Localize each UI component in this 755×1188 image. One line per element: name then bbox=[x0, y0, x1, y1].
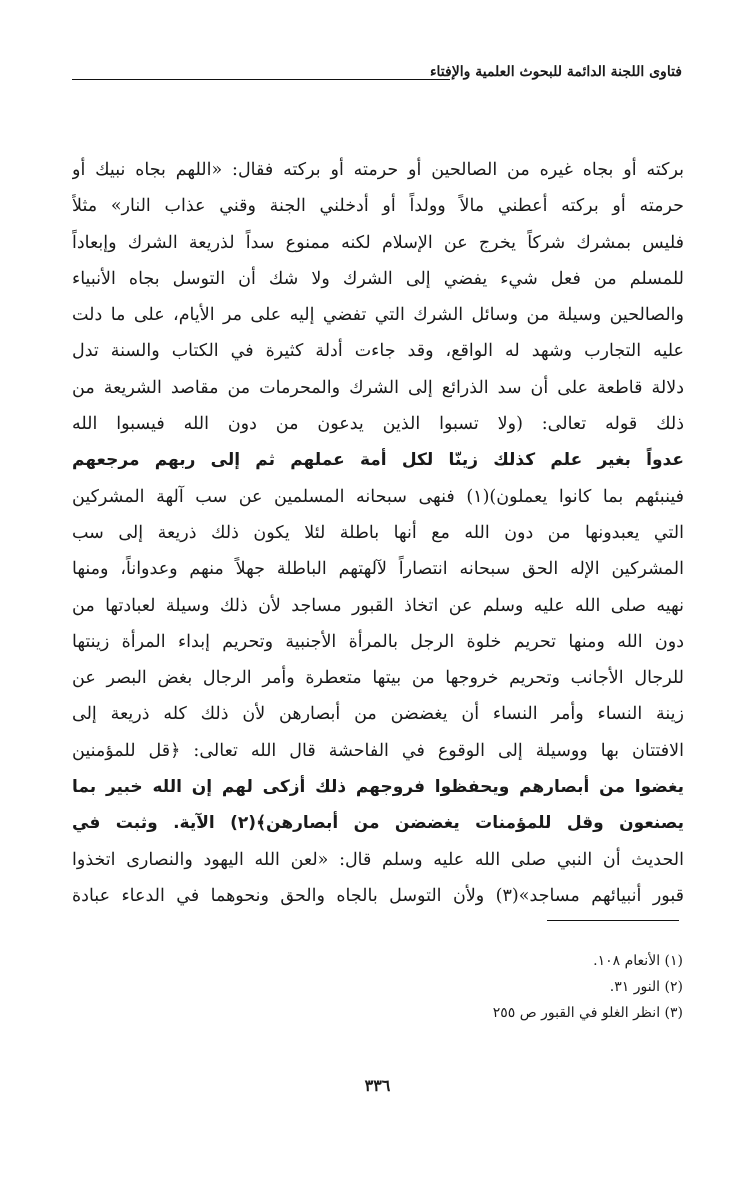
text-line: للرجال الأجانب وتحريم خروجها من بيتها متعطرة وأمر الرجال بغض البصر عن bbox=[72, 668, 684, 689]
text-line: قبور أنبيائهم مساجد»(٣) ولأن التوسل بالجاه والحق ونحوهما في الدعاء عبادة bbox=[72, 885, 684, 906]
quran-verse-line: عدواً بغير علم كذلك زينّا لكل أمة عملهم ثم إلى ربهم مرجعهم bbox=[72, 450, 684, 471]
text-line: ذلك قوله تعالى: (ولا تسبوا الذين يدعون من دون الله فيسبوا الله bbox=[72, 414, 684, 435]
footnote-separator bbox=[547, 920, 679, 921]
text-line: فينبئهم بما كانوا يعملون)(١) فنهى سبحانه المسلمين عن سب آلهة المشركين bbox=[72, 486, 684, 507]
text-line: دلالة قاطعة على أن سد الذرائع إلى الشرك والمحرمات من مقاصد الشريعة من bbox=[72, 377, 684, 398]
text-line: المشركين الإله الحق سبحانه انتصاراً لآلهتهم الباطلة جهلاً منهم وعدواناً، ومنها bbox=[72, 559, 684, 580]
text-line: نهيه صلى الله عليه وسلم عن اتخاذ القبور مساجد لأن ذلك وسيلة لعبادتها من bbox=[72, 595, 684, 616]
page-number: ٣٣٦ bbox=[364, 1076, 391, 1095]
text-line: التي يعبدونها من دون الله مع أنها باطلة لئلا يكون ذلك ذريعة إلى سب bbox=[72, 522, 684, 543]
text-line: والصالحين وسيلة من وسائل الشرك التي تفضي إليه على مر الأيام، على ما دلت bbox=[72, 305, 684, 326]
text-line: فليس بمشرك شركاً يخرج عن الإسلام لكنه ممنوع سداً لذريعة الشرك وإبعاداً bbox=[72, 232, 684, 253]
text-line: للمسلم من فعل شيء يفضي إلى الشرك ولا شك أن التوسل بجاه الأنبياء bbox=[72, 268, 684, 289]
header-rule bbox=[72, 79, 450, 80]
text-line: زينة النساء وأمر النساء أن يغضضن من أبصارهن لأن ذلك كله ذريعة إلى bbox=[72, 704, 684, 725]
text-line: حرمته أو بركته أعطني مالاً وولداً أو أدخلني الجنة وقني عذاب النار» مثلاً bbox=[72, 196, 684, 217]
footnote: (٢) النور ٣١. bbox=[609, 979, 683, 995]
quran-verse-line: يصنعون وقل للمؤمنات يغضضن من أبصارهن﴾(٢) الآية. وثبت في bbox=[72, 813, 684, 834]
quran-verse-line: يغضوا من أبصارهم ويحفظوا فروجهم ذلك أزكى لهم إن الله خبير بما bbox=[72, 777, 684, 798]
main-text bbox=[72, 152, 684, 914]
running-header bbox=[72, 62, 682, 86]
text-line: عليه التجارب وشهد له الواقع، وقد جاءت أدلة كثيرة في الكتاب والسنة تدل bbox=[72, 341, 684, 362]
text-line: الافتتان بها ووسيلة إلى الوقوع في الفاحشة قال الله تعالى: ﴿قل للمؤمنين bbox=[72, 740, 684, 761]
footnotes bbox=[283, 948, 683, 1026]
text-line: دون الله ومنها تحريم خلوة الرجل بالمرأة الأجنبية وتحريم إبداء المرأة زينتها bbox=[72, 631, 684, 652]
running-header-title: فتاوى اللجنة الدائمة للبحوث العلمية والإفتاء bbox=[429, 64, 682, 80]
footnote: (٣) انظر الغلو في القبور ص ٢٥٥ bbox=[492, 1005, 683, 1021]
text-line: بركته أو بجاه غيره من الصالحين أو حرمته أو بركته فقال: «اللهم بجاه نبيك أو bbox=[72, 160, 684, 180]
text-line: الحديث أن النبي صلى الله عليه وسلم قال: «لعن الله اليهود والنصارى اتخذوا bbox=[72, 849, 684, 870]
footnote: (١) الأنعام ١٠٨. bbox=[593, 953, 683, 969]
